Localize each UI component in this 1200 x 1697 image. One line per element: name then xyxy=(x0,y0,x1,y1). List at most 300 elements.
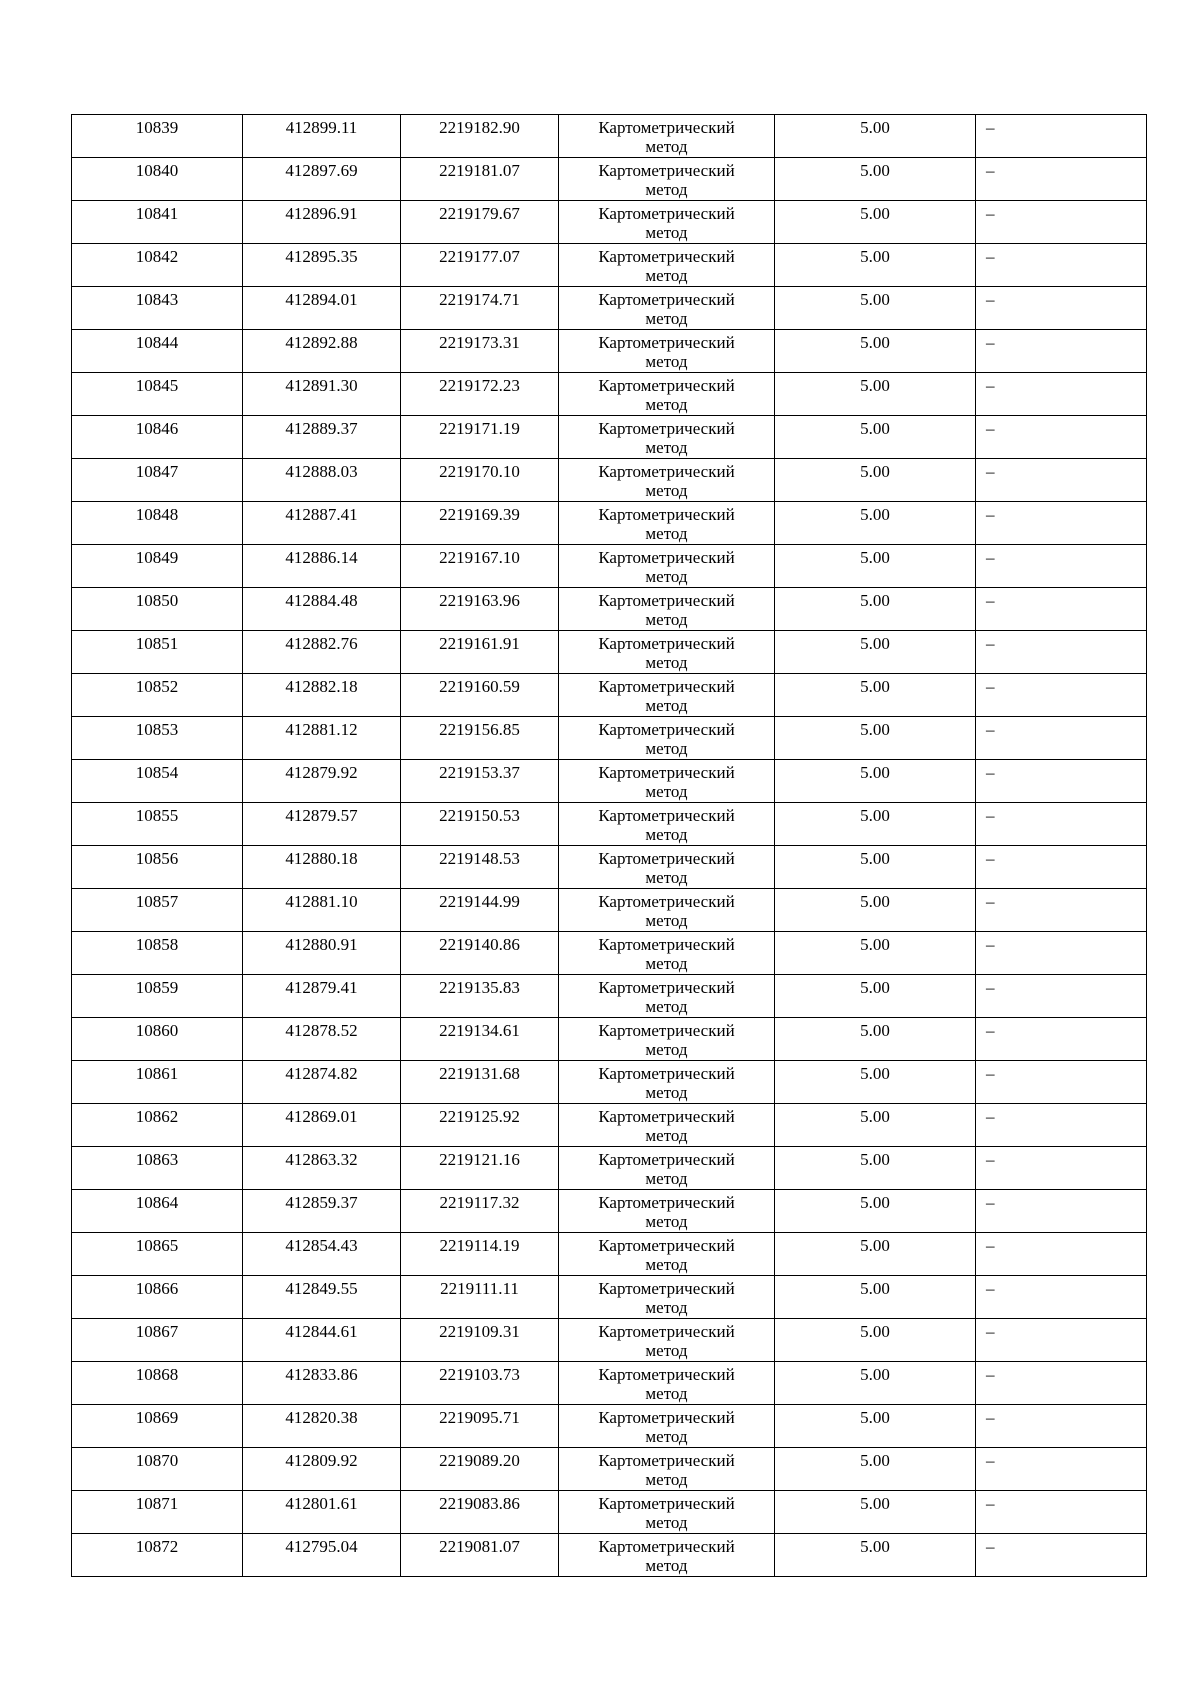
table-row xyxy=(72,932,1147,975)
accuracy-cell xyxy=(775,631,976,674)
accuracy-cell xyxy=(775,717,976,760)
point-number-cell xyxy=(72,416,243,459)
y-coordinate: 2219134.61 xyxy=(439,1021,520,1040)
y-coordinate: 2219111.11 xyxy=(440,1279,519,1298)
table-row xyxy=(72,717,1147,760)
x-coordinate-cell xyxy=(243,1319,401,1362)
y-coordinate: 2219121.16 xyxy=(439,1150,520,1169)
accuracy-cell xyxy=(775,1061,976,1104)
point-number: 10840 xyxy=(135,161,179,180)
table-row xyxy=(72,1276,1147,1319)
y-coordinate-cell xyxy=(401,631,559,674)
point-number: 10870 xyxy=(135,1451,179,1470)
point-number-cell xyxy=(72,975,243,1018)
y-coordinate-cell xyxy=(401,1448,559,1491)
method-cell xyxy=(559,330,775,373)
point-number-cell xyxy=(72,244,243,287)
point-number-cell xyxy=(72,545,243,588)
table-row xyxy=(72,1104,1147,1147)
point-number: 10860 xyxy=(135,1021,179,1040)
y-coordinate: 2219171.19 xyxy=(439,419,520,438)
x-coordinate: 412880.18 xyxy=(285,849,358,868)
method-line-2: метод xyxy=(645,911,688,930)
y-coordinate: 2219117.32 xyxy=(439,1193,520,1212)
method-line-1: Картометрический xyxy=(598,333,735,352)
note-value: – xyxy=(986,548,995,567)
note-value: – xyxy=(986,376,995,395)
method-line-2: метод xyxy=(645,1556,688,1575)
y-coordinate-cell xyxy=(401,545,559,588)
note-cell xyxy=(976,1147,1147,1190)
x-coordinate: 412869.01 xyxy=(285,1107,358,1126)
point-number-cell xyxy=(72,1190,243,1233)
note-value: – xyxy=(986,204,995,223)
accuracy-value: 5.00 xyxy=(860,376,890,395)
table-row xyxy=(72,889,1147,932)
method-cell xyxy=(559,373,775,416)
accuracy-cell xyxy=(775,1319,976,1362)
accuracy-value: 5.00 xyxy=(860,1064,890,1083)
x-coordinate-cell xyxy=(243,1147,401,1190)
accuracy-cell xyxy=(775,416,976,459)
y-coordinate: 2219114.19 xyxy=(439,1236,520,1255)
point-number-cell xyxy=(72,803,243,846)
x-coordinate: 412899.11 xyxy=(285,118,358,137)
accuracy-value: 5.00 xyxy=(860,763,890,782)
accuracy-cell xyxy=(775,1276,976,1319)
x-coordinate: 412859.37 xyxy=(285,1193,358,1212)
x-coordinate-cell xyxy=(243,1362,401,1405)
method-cell xyxy=(559,717,775,760)
method-line-1: Картометрический xyxy=(598,1193,735,1212)
point-number: 10844 xyxy=(135,333,179,352)
point-number-cell xyxy=(72,1276,243,1319)
method-line-2: метод xyxy=(645,997,688,1016)
note-cell xyxy=(976,330,1147,373)
accuracy-cell xyxy=(775,115,976,158)
x-coordinate: 412882.76 xyxy=(285,634,358,653)
method-cell xyxy=(559,416,775,459)
table-row xyxy=(72,545,1147,588)
note-value: – xyxy=(986,1193,995,1212)
y-coordinate: 2219153.37 xyxy=(439,763,520,782)
x-coordinate-cell xyxy=(243,1104,401,1147)
note-cell xyxy=(976,1190,1147,1233)
coordinates-table xyxy=(71,114,1147,1577)
table-row xyxy=(72,1362,1147,1405)
note-cell xyxy=(976,1362,1147,1405)
method-line-1: Картометрический xyxy=(598,118,735,137)
method-line-1: Картометрический xyxy=(598,505,735,524)
accuracy-cell xyxy=(775,1018,976,1061)
x-coordinate-cell xyxy=(243,760,401,803)
accuracy-cell xyxy=(775,674,976,717)
x-coordinate: 412820.38 xyxy=(285,1408,358,1427)
note-cell xyxy=(976,1061,1147,1104)
y-coordinate: 2219174.71 xyxy=(439,290,520,309)
table-row xyxy=(72,1534,1147,1577)
point-number-cell xyxy=(72,889,243,932)
point-number-cell xyxy=(72,1319,243,1362)
note-value: – xyxy=(986,1021,995,1040)
note-value: – xyxy=(986,1236,995,1255)
method-line-1: Картометрический xyxy=(598,763,735,782)
point-number-cell xyxy=(72,330,243,373)
method-cell xyxy=(559,1491,775,1534)
note-value: – xyxy=(986,419,995,438)
accuracy-value: 5.00 xyxy=(860,419,890,438)
point-number-cell xyxy=(72,846,243,889)
x-coordinate-cell xyxy=(243,932,401,975)
y-coordinate-cell xyxy=(401,1491,559,1534)
x-coordinate: 412895.35 xyxy=(285,247,358,266)
y-coordinate-cell xyxy=(401,1190,559,1233)
table-row xyxy=(72,1147,1147,1190)
accuracy-cell xyxy=(775,1491,976,1534)
point-number-cell xyxy=(72,459,243,502)
accuracy-cell xyxy=(775,502,976,545)
note-value: – xyxy=(986,290,995,309)
note-value: – xyxy=(986,677,995,696)
accuracy-cell xyxy=(775,1448,976,1491)
y-coordinate-cell xyxy=(401,502,559,545)
method-line-2: метод xyxy=(645,180,688,199)
accuracy-value: 5.00 xyxy=(860,1236,890,1255)
x-coordinate: 412889.37 xyxy=(285,419,358,438)
y-coordinate-cell xyxy=(401,1362,559,1405)
y-coordinate-cell xyxy=(401,1276,559,1319)
note-cell xyxy=(976,1491,1147,1534)
point-number: 10861 xyxy=(135,1064,179,1083)
y-coordinate-cell xyxy=(401,115,559,158)
y-coordinate: 2219140.86 xyxy=(439,935,520,954)
note-value: – xyxy=(986,462,995,481)
accuracy-cell xyxy=(775,287,976,330)
y-coordinate-cell xyxy=(401,803,559,846)
table-row xyxy=(72,975,1147,1018)
table-row xyxy=(72,631,1147,674)
point-number: 10855 xyxy=(135,806,179,825)
point-number: 10851 xyxy=(135,634,179,653)
x-coordinate: 412844.61 xyxy=(285,1322,358,1341)
note-cell xyxy=(976,1233,1147,1276)
point-number: 10841 xyxy=(135,204,179,223)
note-value: – xyxy=(986,1064,995,1083)
table-row xyxy=(72,1319,1147,1362)
accuracy-value: 5.00 xyxy=(860,720,890,739)
y-coordinate-cell xyxy=(401,1319,559,1362)
method-line-2: метод xyxy=(645,1126,688,1145)
table-row xyxy=(72,1018,1147,1061)
x-coordinate-cell xyxy=(243,1190,401,1233)
x-coordinate-cell xyxy=(243,975,401,1018)
method-line-2: метод xyxy=(645,1384,688,1403)
y-coordinate: 2219181.07 xyxy=(439,161,520,180)
table-row xyxy=(72,588,1147,631)
method-cell xyxy=(559,1018,775,1061)
method-cell xyxy=(559,1362,775,1405)
note-value: – xyxy=(986,333,995,352)
method-line-2: метод xyxy=(645,481,688,500)
point-number: 10847 xyxy=(135,462,179,481)
x-coordinate: 412801.61 xyxy=(285,1494,358,1513)
method-line-1: Картометрический xyxy=(598,1537,735,1556)
x-coordinate-cell xyxy=(243,244,401,287)
y-coordinate-cell xyxy=(401,1233,559,1276)
accuracy-cell xyxy=(775,803,976,846)
y-coordinate-cell xyxy=(401,889,559,932)
y-coordinate-cell xyxy=(401,674,559,717)
note-cell xyxy=(976,1018,1147,1061)
note-value: – xyxy=(986,806,995,825)
y-coordinate: 2219144.99 xyxy=(439,892,520,911)
x-coordinate: 412887.41 xyxy=(285,505,358,524)
method-cell xyxy=(559,1534,775,1577)
point-number-cell xyxy=(72,1448,243,1491)
method-cell xyxy=(559,1233,775,1276)
method-line-2: метод xyxy=(645,1040,688,1059)
method-cell xyxy=(559,1190,775,1233)
y-coordinate-cell xyxy=(401,932,559,975)
table-body xyxy=(72,115,1147,1577)
note-cell xyxy=(976,975,1147,1018)
note-value: – xyxy=(986,849,995,868)
method-line-2: метод xyxy=(645,610,688,629)
point-number-cell xyxy=(72,588,243,631)
x-coordinate: 412882.18 xyxy=(285,677,358,696)
note-value: – xyxy=(986,892,995,911)
y-coordinate: 2219163.96 xyxy=(439,591,520,610)
accuracy-value: 5.00 xyxy=(860,1451,890,1470)
method-line-1: Картометрический xyxy=(598,419,735,438)
x-coordinate: 412879.92 xyxy=(285,763,358,782)
x-coordinate: 412888.03 xyxy=(285,462,358,481)
y-coordinate-cell xyxy=(401,1405,559,1448)
y-coordinate: 2219103.73 xyxy=(439,1365,520,1384)
y-coordinate: 2219170.10 xyxy=(439,462,520,481)
point-number: 10856 xyxy=(135,849,179,868)
method-line-1: Картометрический xyxy=(598,849,735,868)
table-row xyxy=(72,1491,1147,1534)
note-value: – xyxy=(986,1537,995,1556)
y-coordinate-cell xyxy=(401,287,559,330)
accuracy-cell xyxy=(775,1190,976,1233)
method-line-2: метод xyxy=(645,1513,688,1532)
note-cell xyxy=(976,1276,1147,1319)
table-row xyxy=(72,416,1147,459)
method-cell xyxy=(559,846,775,889)
method-line-2: метод xyxy=(645,954,688,973)
y-coordinate-cell xyxy=(401,1061,559,1104)
table-row xyxy=(72,1061,1147,1104)
x-coordinate: 412886.14 xyxy=(285,548,358,567)
x-coordinate-cell xyxy=(243,416,401,459)
method-line-2: метод xyxy=(645,1427,688,1446)
x-coordinate: 412879.41 xyxy=(285,978,358,997)
method-cell xyxy=(559,631,775,674)
note-value: – xyxy=(986,634,995,653)
x-coordinate: 412881.12 xyxy=(285,720,358,739)
table-row xyxy=(72,287,1147,330)
x-coordinate-cell xyxy=(243,201,401,244)
point-number: 10871 xyxy=(135,1494,179,1513)
y-coordinate: 2219131.68 xyxy=(439,1064,520,1083)
y-coordinate-cell xyxy=(401,717,559,760)
note-cell xyxy=(976,588,1147,631)
x-coordinate: 412897.69 xyxy=(285,161,358,180)
method-line-1: Картометрический xyxy=(598,892,735,911)
accuracy-value: 5.00 xyxy=(860,1494,890,1513)
method-line-1: Картометрический xyxy=(598,1150,735,1169)
accuracy-cell xyxy=(775,373,976,416)
accuracy-cell xyxy=(775,201,976,244)
table-row xyxy=(72,115,1147,158)
x-coordinate-cell xyxy=(243,1018,401,1061)
accuracy-cell xyxy=(775,1362,976,1405)
point-number-cell xyxy=(72,674,243,717)
y-coordinate: 2219089.20 xyxy=(439,1451,520,1470)
note-value: – xyxy=(986,247,995,266)
method-cell xyxy=(559,1405,775,1448)
method-line-2: метод xyxy=(645,223,688,242)
x-coordinate-cell xyxy=(243,287,401,330)
y-coordinate-cell xyxy=(401,1534,559,1577)
accuracy-value: 5.00 xyxy=(860,1193,890,1212)
y-coordinate-cell xyxy=(401,416,559,459)
note-value: – xyxy=(986,1150,995,1169)
method-line-2: метод xyxy=(645,266,688,285)
accuracy-cell xyxy=(775,588,976,631)
method-line-1: Картометрический xyxy=(598,978,735,997)
note-cell xyxy=(976,201,1147,244)
accuracy-cell xyxy=(775,545,976,588)
note-cell xyxy=(976,287,1147,330)
point-number: 10872 xyxy=(135,1537,179,1556)
x-coordinate: 412892.88 xyxy=(285,333,358,352)
x-coordinate: 412833.86 xyxy=(285,1365,358,1384)
method-line-2: метод xyxy=(645,782,688,801)
accuracy-value: 5.00 xyxy=(860,548,890,567)
method-line-1: Картометрический xyxy=(598,806,735,825)
accuracy-value: 5.00 xyxy=(860,1365,890,1384)
y-coordinate: 2219109.31 xyxy=(439,1322,520,1341)
method-cell xyxy=(559,1276,775,1319)
point-number: 10858 xyxy=(135,935,179,954)
note-value: – xyxy=(986,1408,995,1427)
x-coordinate: 412880.91 xyxy=(285,935,358,954)
y-coordinate-cell xyxy=(401,760,559,803)
method-line-1: Картометрический xyxy=(598,1365,735,1384)
method-cell xyxy=(559,1061,775,1104)
method-line-1: Картометрический xyxy=(598,720,735,739)
table-row xyxy=(72,1190,1147,1233)
x-coordinate-cell xyxy=(243,1233,401,1276)
y-coordinate-cell xyxy=(401,244,559,287)
note-value: – xyxy=(986,1451,995,1470)
note-cell xyxy=(976,1104,1147,1147)
method-line-2: метод xyxy=(645,696,688,715)
method-line-1: Картометрический xyxy=(598,247,735,266)
accuracy-cell xyxy=(775,1233,976,1276)
note-cell xyxy=(976,502,1147,545)
table-row xyxy=(72,244,1147,287)
point-number-cell xyxy=(72,115,243,158)
x-coordinate-cell xyxy=(243,803,401,846)
y-coordinate: 2219167.10 xyxy=(439,548,520,567)
method-line-2: метод xyxy=(645,395,688,414)
accuracy-value: 5.00 xyxy=(860,505,890,524)
accuracy-cell xyxy=(775,1104,976,1147)
accuracy-value: 5.00 xyxy=(860,1107,890,1126)
note-cell xyxy=(976,115,1147,158)
point-number-cell xyxy=(72,1147,243,1190)
accuracy-value: 5.00 xyxy=(860,1537,890,1556)
note-value: – xyxy=(986,591,995,610)
method-line-2: метод xyxy=(645,1212,688,1231)
note-cell xyxy=(976,1405,1147,1448)
accuracy-cell xyxy=(775,244,976,287)
x-coordinate: 412879.57 xyxy=(285,806,358,825)
y-coordinate: 2219095.71 xyxy=(439,1408,520,1427)
x-coordinate: 412849.55 xyxy=(285,1279,358,1298)
note-cell xyxy=(976,545,1147,588)
x-coordinate-cell xyxy=(243,1061,401,1104)
note-value: – xyxy=(986,935,995,954)
accuracy-value: 5.00 xyxy=(860,806,890,825)
method-cell xyxy=(559,287,775,330)
method-cell xyxy=(559,889,775,932)
method-line-2: метод xyxy=(645,1083,688,1102)
x-coordinate-cell xyxy=(243,717,401,760)
method-cell xyxy=(559,115,775,158)
x-coordinate-cell xyxy=(243,1405,401,1448)
x-coordinate-cell xyxy=(243,545,401,588)
method-line-1: Картометрический xyxy=(598,161,735,180)
accuracy-cell xyxy=(775,889,976,932)
note-value: – xyxy=(986,161,995,180)
point-number: 10846 xyxy=(135,419,179,438)
note-value: – xyxy=(986,1494,995,1513)
x-coordinate: 412896.91 xyxy=(285,204,358,223)
note-value: – xyxy=(986,1279,995,1298)
table-row xyxy=(72,803,1147,846)
x-coordinate: 412854.43 xyxy=(285,1236,358,1255)
point-number: 10854 xyxy=(135,763,179,782)
method-line-1: Картометрический xyxy=(598,1494,735,1513)
y-coordinate-cell xyxy=(401,975,559,1018)
x-coordinate-cell xyxy=(243,1448,401,1491)
point-number-cell xyxy=(72,1534,243,1577)
point-number: 10850 xyxy=(135,591,179,610)
point-number-cell xyxy=(72,1233,243,1276)
point-number: 10867 xyxy=(135,1322,179,1341)
y-coordinate-cell xyxy=(401,459,559,502)
x-coordinate-cell xyxy=(243,459,401,502)
method-line-1: Картометрический xyxy=(598,1279,735,1298)
point-number-cell xyxy=(72,760,243,803)
note-cell xyxy=(976,1319,1147,1362)
accuracy-cell xyxy=(775,330,976,373)
accuracy-value: 5.00 xyxy=(860,290,890,309)
y-coordinate-cell xyxy=(401,158,559,201)
method-line-2: метод xyxy=(645,567,688,586)
accuracy-value: 5.00 xyxy=(860,935,890,954)
y-coordinate-cell xyxy=(401,588,559,631)
method-line-1: Картометрический xyxy=(598,1021,735,1040)
method-line-1: Картометрический xyxy=(598,204,735,223)
y-coordinate-cell xyxy=(401,373,559,416)
x-coordinate-cell xyxy=(243,1491,401,1534)
